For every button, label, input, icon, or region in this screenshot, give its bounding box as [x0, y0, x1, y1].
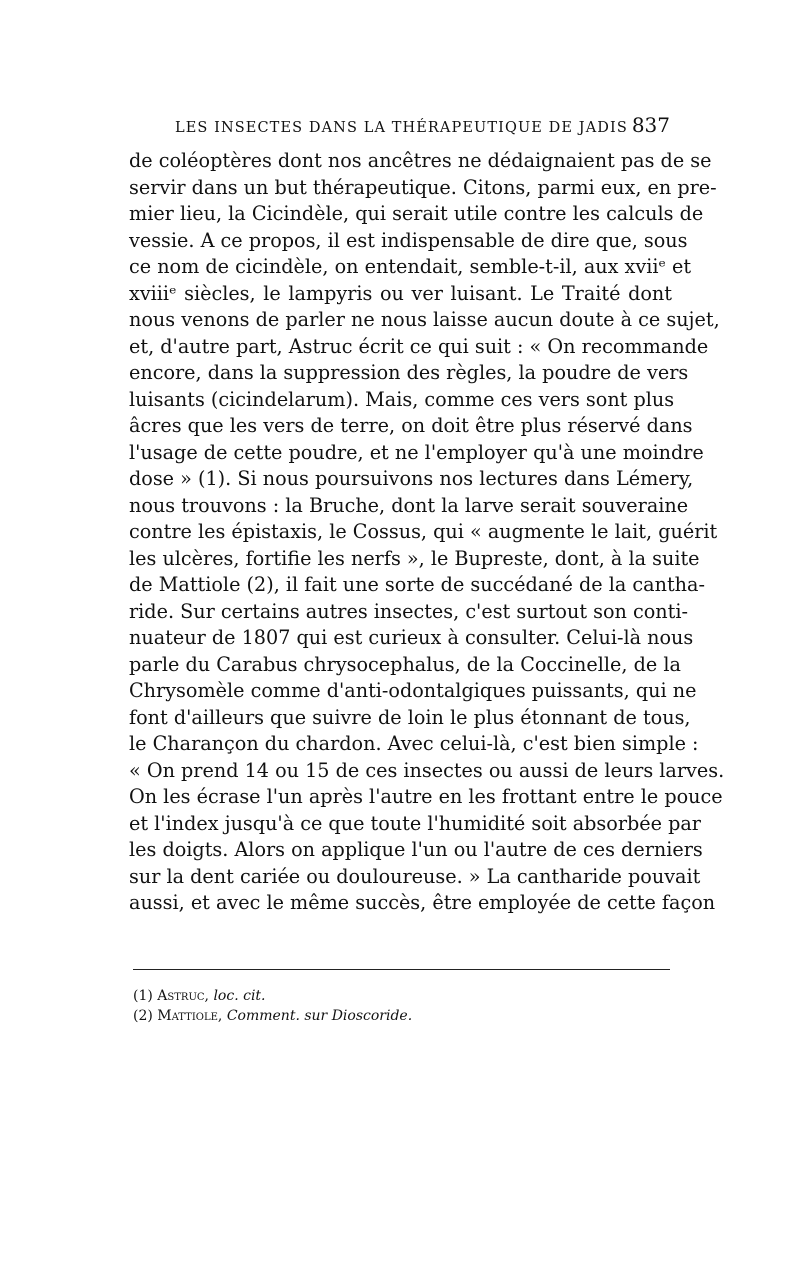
footnote-reference: Comment. sur Dioscoride.	[226, 1008, 413, 1024]
footnote-1	[133, 986, 412, 1006]
body-text	[129, 148, 725, 917]
text-line: et, d'autre part, Astruc écrit ce qui suit : « On recommande	[129, 334, 709, 358]
text-line: et l'index jusqu'à ce que toute l'humidité soit absorbée par	[129, 811, 701, 835]
running-title: LES INSECTES DANS LA THÉRAPEUTIQUE DE JADIS	[175, 120, 628, 136]
text-line: de coléoptères dont nos ancêtres ne dédaignaient pas de se	[129, 149, 712, 172]
footnote-author: Astruc,	[157, 988, 209, 1004]
footnote-2	[133, 1006, 412, 1026]
text-line: le Charançon du chardon. Avec celui-là, c'est bien simple :	[129, 732, 699, 755]
text-line: font d'ailleurs que suivre de loin le plus étonnant de tous,	[129, 705, 691, 729]
text-line: les ulcères, fortifie les nerfs », le Bupreste, dont, à la suite	[129, 546, 700, 570]
text-line: xviiiᵉ siècles, le lampyris ou ver luisant. Le Traité dont	[129, 281, 672, 305]
text-line: vessie. A ce propos, il est indispensable de dire que, sous	[129, 228, 688, 252]
text-line: les doigts. Alors on applique l'un ou l'autre de ces derniers	[129, 838, 703, 861]
text-line: nous trouvons : la Bruche, dont la larve serait souveraine	[129, 493, 689, 517]
footnote-rule	[133, 969, 670, 970]
text-line: luisants (cicindelarum). Mais, comme ces vers sont plus	[129, 387, 675, 411]
text-line: dose » (1). Si nous poursuivons nos lectures dans Lémery,	[129, 467, 694, 490]
text-line: ride. Sur certains autres insectes, c'est surtout son conti-	[129, 599, 688, 623]
text-line: l'usage de cette poudre, et ne l'employer qu'à une moindre	[129, 440, 704, 464]
text-line: encore, dans la suppression des règles, la poudre de vers	[129, 361, 689, 384]
text-line: « On prend 14 ou 15 de ces insectes ou aussi de leurs larves.	[129, 758, 725, 782]
running-header	[175, 113, 670, 141]
text-line: nous venons de parler ne nous laisse aucun doute à ce sujet,	[129, 308, 720, 331]
text-line: de Mattiole (2), il fait une sorte de succédané de la cantha-	[129, 573, 705, 596]
text-line: ce nom de cicindèle, on entendait, semble-t-il, aux xviiᵉ et	[129, 255, 692, 278]
text-line: âcres que les vers de terre, on doit être plus réservé dans	[129, 414, 693, 437]
footnote-marker: (1)	[133, 988, 153, 1004]
footnote-reference: loc. cit.	[213, 988, 266, 1004]
text-line: nuateur de 1807 qui est curieux à consulter. Celui-là nous	[129, 626, 694, 649]
text-line: mier lieu, la Cicindèle, qui serait utile contre les calculs de	[129, 202, 704, 225]
page-number: 837	[631, 113, 670, 137]
text-line: aussi, et avec le même succès, être employée de cette façon	[129, 891, 716, 914]
text-line: servir dans un but thérapeutique. Citons, parmi eux, en pre-	[129, 175, 717, 199]
text-line: Chrysomèle comme d'anti-odontalgiques puissants, qui ne	[129, 679, 697, 702]
text-line: parle du Carabus chrysocephalus, de la Coccinelle, de la	[129, 652, 681, 676]
footnote-author: Mattiole,	[157, 1008, 223, 1024]
footnotes	[133, 986, 412, 1026]
text-line: On les écrase l'un après l'autre en les frottant entre le pouce	[129, 785, 723, 808]
text-line: sur la dent cariée ou douloureuse. » La cantharide pouvait	[129, 864, 701, 888]
footnote-marker: (2)	[133, 1008, 153, 1024]
text-line: contre les épistaxis, le Cossus, qui « augmente le lait, guérit	[129, 520, 718, 543]
